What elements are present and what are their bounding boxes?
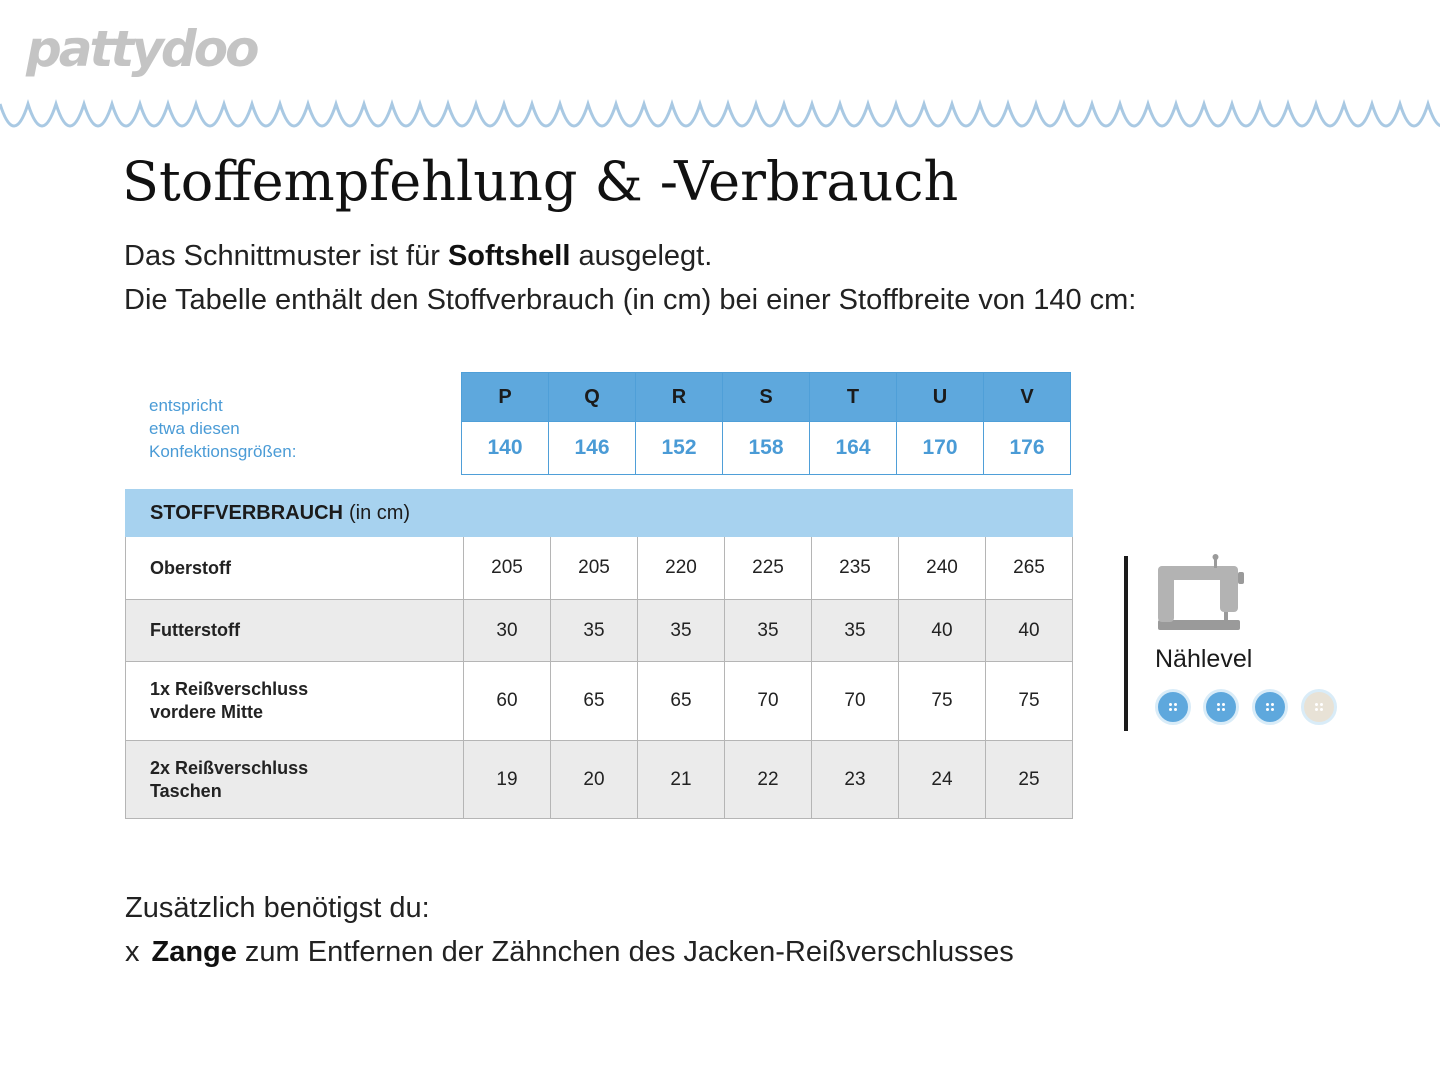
fabric-table-header-title: STOFFVERBRAUCH [150,501,343,524]
table-cell: 30 [464,600,551,662]
row-label-line: 2x Reißverschluss [150,757,309,778]
row-label [126,662,464,741]
size-caption-line: entspricht [149,396,223,415]
table-cell: 235 [812,537,899,600]
page-title: Stoffempfehlung & -Verbrauch [122,150,959,213]
size-number: 164 [810,422,897,475]
sewing-level-label: Nählevel [1155,645,1253,673]
row-label-line: 1x Reißverschluss [150,679,309,699]
table-cell: 240 [899,537,986,600]
table-cell: 23 [812,741,899,819]
size-letter: T [810,373,897,422]
size-number: 152 [636,422,723,475]
size-letter: V [984,373,1071,422]
size-caption-line: Konfektionsgrößen: [149,442,297,461]
row-label-line: vordere Mitte [150,702,264,722]
intro-line-1 [124,234,1136,278]
size-number-row [462,422,1071,475]
size-letter-row [462,373,1071,422]
size-number: 158 [723,422,810,475]
row-label-line: Futterstoff [150,620,240,640]
table-cell: 70 [725,662,812,741]
size-letter: Q [549,373,636,422]
table-cell: 220 [638,537,725,600]
table-row [126,537,1073,600]
table-cell: 24 [899,741,986,819]
size-caption [149,394,296,463]
size-caption-line: etwa diesen [149,419,240,438]
additional-item-name: Zange [151,936,237,968]
fabric-type: Softshell [447,240,571,272]
table-cell: 35 [551,600,638,662]
fabric-table-header-row [126,490,1073,537]
additional-item-text: zum Entfernen der Zähnchen des Jacken-Reißverschlusses [244,936,1014,968]
size-number: 176 [984,422,1071,475]
table-cell: 205 [464,537,551,600]
table-cell: 35 [638,600,725,662]
level-button-icon [1301,689,1337,725]
table-cell: 225 [725,537,812,600]
table-cell: 21 [638,741,725,819]
level-button-icon [1155,689,1191,725]
pattydoo-logo: pattydoo [26,20,257,78]
row-label [126,741,464,819]
level-button-icon [1203,689,1239,725]
table-cell: 22 [725,741,812,819]
additional-item [125,936,1014,969]
table-cell: 65 [638,662,725,741]
fabric-table-header [126,490,1073,537]
size-letter: R [636,373,723,422]
table-row [126,600,1073,662]
row-label-line: Oberstoff [150,557,231,578]
size-letter: P [462,373,549,422]
row-label [126,600,464,662]
table-cell: 75 [986,662,1073,741]
wave-divider [0,96,1440,130]
table-cell: 265 [986,537,1073,600]
fabric-table-header-unit: (in cm) [348,501,411,524]
table-row [126,662,1073,741]
table-cell: 65 [551,662,638,741]
table-cell: 35 [812,600,899,662]
table-cell: 35 [725,600,812,662]
size-letter: S [723,373,810,422]
table-cell: 40 [986,600,1073,662]
intro-text [124,234,1136,322]
table-cell: 19 [464,741,551,819]
table-cell: 75 [899,662,986,741]
intro-line-1-end: ausgelegt. [578,240,713,272]
fabric-usage-table [125,489,1073,819]
bullet-marker: x [125,936,140,968]
table-cell: 40 [899,600,986,662]
size-table [461,372,1071,475]
size-number: 140 [462,422,549,475]
level-divider [1124,556,1128,731]
sewing-machine-icon [1154,554,1248,634]
table-cell: 70 [812,662,899,741]
size-number: 170 [897,422,984,475]
additional-title: Zusätzlich benötigst du: [125,892,430,924]
table-cell: 60 [464,662,551,741]
level-button-icon [1252,689,1288,725]
table-cell: 25 [986,741,1073,819]
table-cell: 20 [551,741,638,819]
row-label [126,537,464,600]
size-letter: U [897,373,984,422]
size-number: 146 [549,422,636,475]
table-row [126,741,1073,819]
table-cell: 205 [551,537,638,600]
row-label-line: Taschen [150,780,222,801]
intro-line-2: Die Tabelle enthält den Stoffverbrauch (in cm) bei einer Stoffbreite von 140 cm: [124,284,1137,316]
intro-line-1-start: Das Schnittmuster ist für [124,240,440,272]
